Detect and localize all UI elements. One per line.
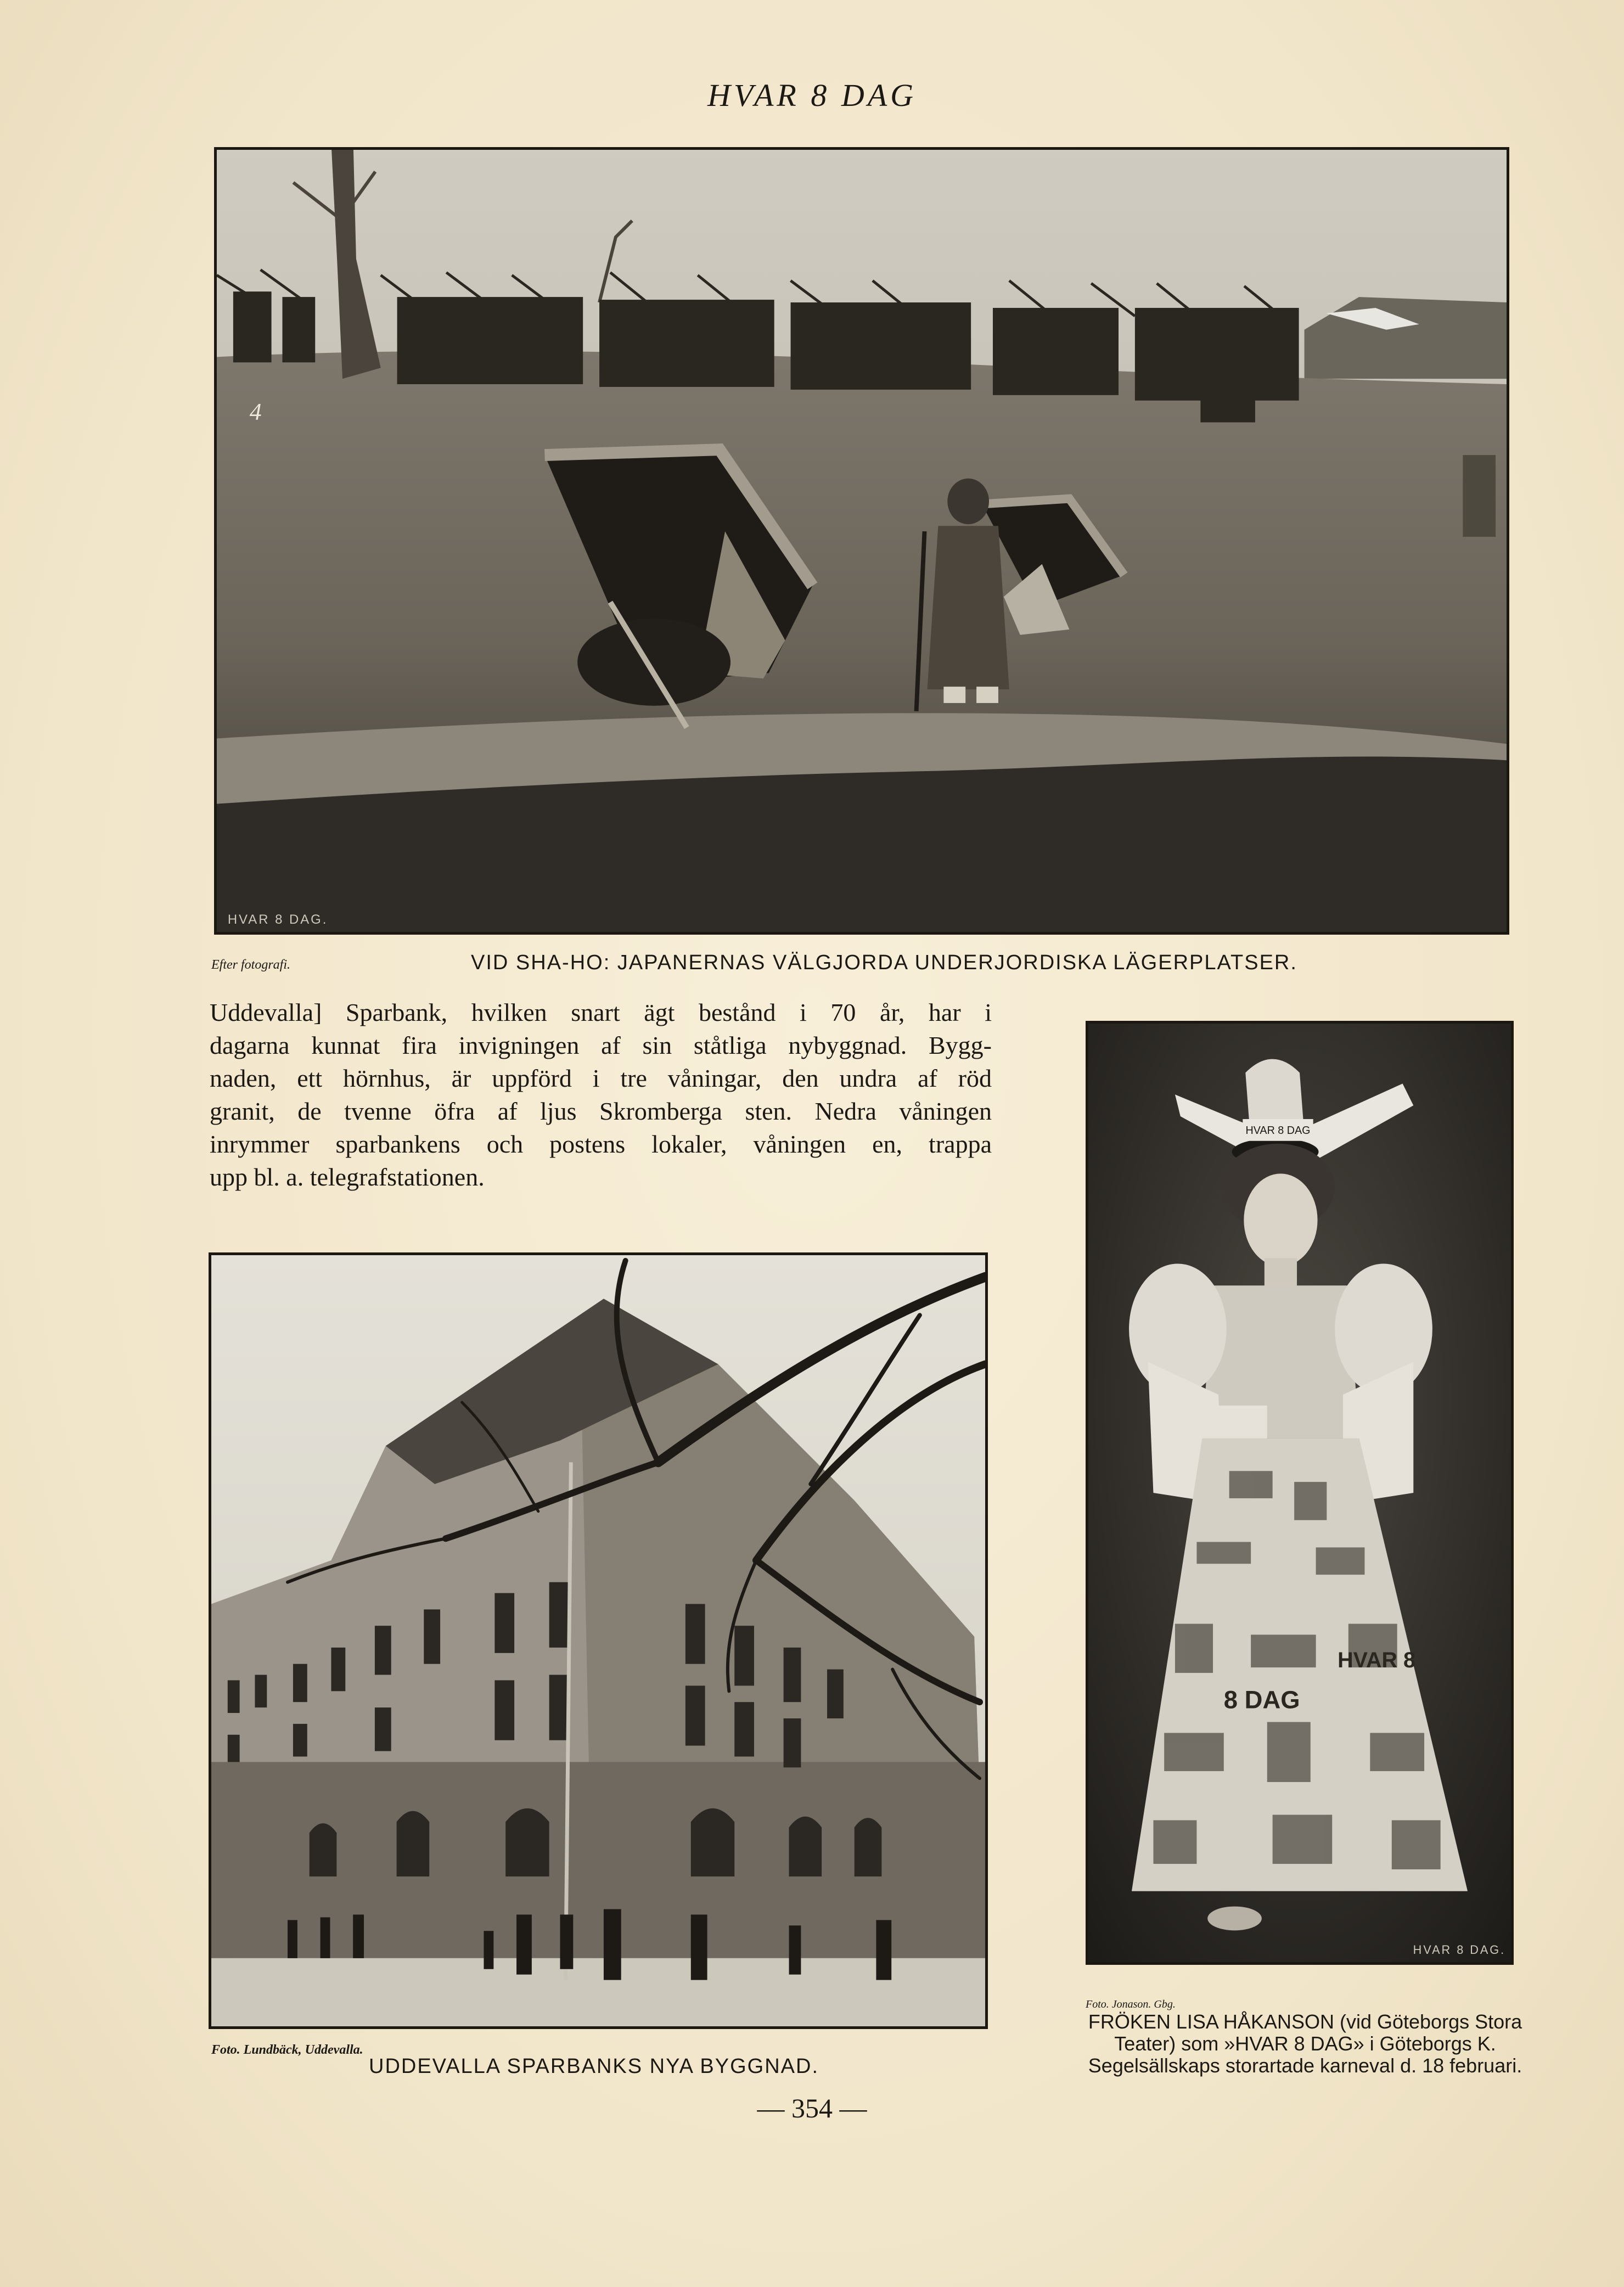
portrait-watermark: HVAR 8 DAG. [1413,1943,1506,1957]
page-header: HVAR 8 DAG [707,77,917,113]
article-body [210,996,992,1194]
article-line: upp bl. a. telegrafstationen. [210,1163,485,1191]
bank-photo [209,1252,988,2029]
bank-caption: UDDEVALLA SPARBANKS NYA BYGGNAD. [369,2055,819,2078]
skirt-label-2: HVAR 8 [1338,1648,1415,1673]
page-number: — 354 — [757,2093,867,2123]
portrait-photo [1086,1021,1514,1965]
bank-credit: Foto. Lundbäck, Uddevalla. [211,2043,363,2057]
hat-label: HVAR 8 DAG [1245,1124,1311,1137]
trench-photo-image [217,150,1507,932]
trench-caption: VID SHA-HO: JAPANERNAS VÄLGJORDA UNDERJORDISKA LÄGERPLATSER. [471,951,1297,974]
bank-photo-image [211,1255,985,2026]
trench-photo [214,147,1509,935]
article-line: inrymmer sparbankens och postens lokaler, våningen en, trappa [210,1130,992,1158]
article-line: dagarna kunnat fira invigningen af sin ståtliga nybyggnad. Bygg- [210,1031,992,1059]
portrait-credit: Foto. Jonason. Gbg. [1086,1998,1176,2010]
trench-credit: Efter fotografi. [211,958,290,972]
portrait-caption-block [1086,1998,1525,2077]
article-line: Uddevalla] Sparbank, hvilken snart ägt bestånd i 70 år, har i [210,998,992,1026]
article-line: naden, ett hörnhus, är uppförd i tre våningar, den undra af röd [210,1064,992,1092]
article-line: granit, de tvenne öfra af ljus Skromberga sten. Nedra våningen [210,1097,992,1125]
portrait-caption: FRÖKEN LISA HÅKANSON (vid Göteborgs Stora Teater) som »HVAR 8 DAG» i Göteborgs K. Segelsällskaps storartade karneval d. 18 februari. [1088,2010,1522,2077]
trench-corner-mark: 4 [249,398,262,425]
portrait-photo-image [1088,1024,1511,1962]
trench-watermark: HVAR 8 DAG. [227,912,328,928]
skirt-label: 8 DAG [1223,1685,1300,1714]
